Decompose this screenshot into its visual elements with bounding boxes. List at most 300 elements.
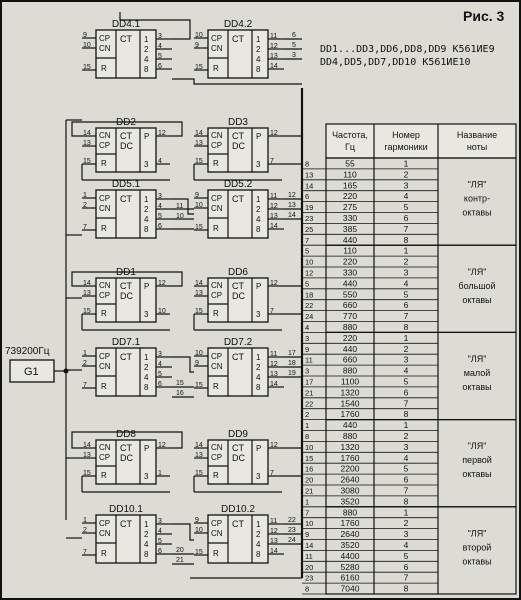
wire [172,357,194,372]
bus-pin-cell: 22 [305,399,314,409]
chip-pin-label: 10 [195,202,203,209]
chip-pin-label: 12 [270,528,278,535]
table-row [302,409,438,419]
generator-name: G1 [24,366,39,378]
bus-label: 13 [288,202,296,209]
chip-p: P [256,444,262,453]
chip-weight: 4 [144,373,149,382]
chip-pin-label: 9 [83,32,87,39]
freq-cell: 880 [342,322,358,332]
chip-r: R [101,159,107,168]
chip-pin-label: 14 [270,223,278,230]
harmonic-cell: 8 [403,409,409,420]
freq-cell: 660 [342,300,358,311]
wire [172,79,302,84]
chip-pin-label: 14 [83,280,91,287]
chip-r: R [101,309,107,318]
chip-pin-label: 3 [158,33,162,40]
table-row [302,213,438,223]
chip-pin3: 3 [256,160,261,169]
chip-pin-label: 12 [158,442,166,449]
chip-cn: CN [99,131,111,140]
chip-weight: 8 [256,383,261,392]
chip-title: DD5.1 [111,179,141,190]
chip-pin-label: 10 [195,350,203,357]
harmonic-cell: 5 [403,550,409,561]
chip-r: R [213,309,219,318]
harmonic-cell: 4 [403,278,409,289]
harmonic-cell: 7 [403,485,409,496]
chip-title: DD8 [115,429,137,440]
chip-pin3: 3 [144,472,149,481]
chip-pin-label: 4 [158,528,162,535]
chip-pin-label: 13 [270,213,278,220]
freq-cell: 220 [342,256,358,267]
dd10-2-chip [194,504,284,563]
harmonic-cell: 5 [403,289,409,300]
bus-pin-cell: 6 [305,192,310,202]
table-row [302,180,438,190]
chip-weight: 1 [144,195,149,204]
freq-cell: 5280 [340,561,360,572]
chip-pin-label: 13 [83,452,91,459]
chip-pin-label: 13 [195,452,203,459]
bus-pin-cell: 1 [305,497,310,507]
chip-pin-label: 14 [270,63,278,70]
table-header-cell: Номер [392,130,420,140]
bus-pin-cell: 10 [305,519,314,529]
bus-pin-cell: 14 [305,181,314,191]
note-name-cell: октавы [462,382,492,392]
chip-cp: CP [99,352,111,361]
dd5-2-chip [194,179,284,238]
chip-cp: CP [99,453,111,462]
bus-pin-cell: 12 [305,268,314,278]
chip-ct: CT [232,281,244,291]
chip-pin-label: 14 [270,548,278,555]
chip-pin-label: 11 [270,193,278,200]
harmonic-cell: 7 [403,223,409,234]
chip-weight: 1 [144,520,149,529]
bus-label: 22 [288,517,296,524]
chip-cp: CP [211,291,223,300]
bus-pin-cell: 11 [305,355,313,365]
chip-pin-label: 2 [83,202,87,209]
table-row [302,475,438,485]
bus-pin-cell: 8 [305,159,310,169]
chip-pin-label: 12 [270,280,278,287]
chip-pin-label: 1 [83,350,87,357]
chip-r: R [101,382,107,391]
chip-weight: 2 [144,530,149,539]
chip-weight: 4 [256,373,261,382]
table-row [302,431,438,441]
bus-label: 6 [292,32,296,39]
bus-label: 16 [176,390,184,397]
bus-pin-cell: 20 [305,562,314,572]
chip-title: DD4.2 [223,19,253,30]
bus-pin-cell: 20 [305,475,314,485]
dd9-chip [194,429,282,492]
dd1-chip [82,267,170,330]
bus-pin-cell: 5 [305,246,310,256]
bus-pin-cell: 25 [305,224,314,234]
dd7-2-chip [194,337,284,396]
freq-cell: 6160 [340,572,360,583]
table-row [302,398,438,408]
chip-pin-label: 13 [195,290,203,297]
table-row [302,169,438,179]
chip-ct: CT [232,131,244,141]
chip-weight: 4 [256,215,261,224]
harmonic-cell: 1 [403,158,409,169]
freq-cell: 110 [343,245,357,256]
chip-pin-label: 15 [83,308,91,315]
harmonic-cell: 2 [403,431,409,441]
note-name-cell: второй [462,542,492,553]
dd6-chip [194,267,282,330]
chip-cp: CP [99,519,111,528]
chip-dc: DC [120,291,133,301]
bus-pin-cell: 10 [305,442,314,452]
chip-title: DD5.2 [223,179,253,190]
note-name-cell: октавы [462,469,492,480]
chip-pin-label: 11 [270,518,278,525]
chip-pin-label: 5 [158,371,162,378]
chip-cn: CN [99,204,111,213]
chip-title: DD6 [227,267,249,278]
chip-pin-label: 5 [158,213,162,220]
chip-r: R [213,159,219,168]
harmonic-cell: 4 [403,452,409,463]
chip-ct: CT [232,519,244,529]
freq-cell: 440 [342,343,358,354]
chip-pin-label: 5 [158,53,162,60]
chip-weight: 4 [256,55,261,64]
table-header-cell: Гц [344,142,356,152]
harmonic-cell: 5 [403,463,409,474]
chip-dc: DC [120,141,133,151]
harmonic-cell: 8 [403,234,409,245]
chip-p: P [144,444,150,453]
harmonic-cell: 5 [403,376,409,387]
dd7-1-chip [82,337,172,396]
bus-pin-cell: 14 [305,541,314,550]
table-row [302,496,438,506]
chip-cn: CN [211,204,223,213]
chip-pin-label: 4 [158,43,162,50]
chip-pin-label: 4 [158,361,162,368]
chip-weight: 4 [144,215,149,224]
chip-pin-label: 10 [195,527,203,534]
chip-ct: CT [120,443,132,453]
chip-r: R [213,471,219,480]
chip-ct: CT [232,443,244,453]
chip-weight: 8 [256,550,261,559]
chip-pin-label: 15 [195,308,203,315]
chip-weight: 4 [256,540,261,549]
generator-freq: 739200Гц [5,346,50,357]
note-name-cell: первой [462,455,492,466]
freq-cell: 770 [342,311,358,322]
chip-cn: CN [211,131,223,140]
chip-title: DD10.2 [221,504,255,515]
chip-pin-label: 3 [158,351,162,358]
chip-p: P [144,132,150,141]
table-row [302,202,438,212]
bus-label: 24 [288,537,296,544]
chip-title: DD2 [115,117,137,128]
chip-pin-label: 13 [83,140,91,147]
chip-r: R [101,224,107,233]
freq-cell: 1760 [340,409,360,420]
bus-pin-cell: 22 [305,301,314,311]
chip-pin-label: 15 [83,158,91,165]
chip-r: R [213,382,219,391]
harmonic-cell: 6 [403,300,409,311]
chip-pin-label: 12 [270,43,278,50]
chip-cn: CN [211,281,223,290]
wire [172,524,194,540]
chip-cp: CP [99,291,111,300]
chip-pin-label: 14 [83,130,91,137]
table-row [302,257,438,267]
harmonic-cell: 3 [403,180,409,191]
freq-cell: 1100 [340,376,360,387]
chip-p: P [256,132,262,141]
bus-label: 14 [288,212,296,219]
table-row [302,529,438,539]
chip-ct: CT [232,352,244,362]
chip-cp: CP [211,519,223,528]
chip-weight: 1 [144,353,149,362]
harmonic-cell: 7 [403,572,409,583]
bus-label: 10 [176,213,184,220]
bus-label: 15 [176,380,184,387]
chip-ct: CT [120,34,132,44]
harmonic-cell: 4 [403,365,409,376]
bus-pin-cell: 4 [305,323,310,332]
bus-pin-cell: 24 [305,312,314,322]
table-header-cell: гармоники [384,142,428,152]
chip-r: R [213,549,219,558]
chip-dc: DC [232,141,245,151]
bus-label: 11 [176,203,184,210]
bus-pin-cell: 18 [305,290,314,300]
freq-cell: 220 [342,191,358,202]
note-name-cell: октавы [462,556,492,567]
freq-cell: 3520 [340,540,360,550]
chip-r: R [213,224,219,233]
freq-cell: 275 [342,202,358,213]
note-name-cell: октавы [462,294,492,305]
table-row [302,377,438,387]
chip-pin-label: 15 [83,64,91,71]
bus-label: 3 [292,52,296,59]
chip-pin-label: 9 [195,517,199,524]
chip-cn: CN [211,44,223,53]
freq-cell: 3520 [340,496,360,507]
table-row [302,420,438,430]
bus-pin-cell: 2 [305,410,310,420]
bus-label: 20 [176,547,184,554]
chip-pin-label: 6 [158,223,162,230]
harmonic-cell: 2 [403,343,409,354]
chip-pin-label: 6 [158,548,162,555]
freq-cell: 880 [342,365,358,376]
harmonic-cell: 7 [403,398,409,409]
table-row [302,278,438,288]
harmonic-cell: 3 [403,529,409,540]
table-row [302,464,438,474]
chip-pin-label: 10 [195,32,203,39]
chip-pin-label: 1 [158,470,162,477]
chip-pin-label: 12 [158,280,166,287]
chip-pin-label: 7 [270,470,274,477]
freq-cell: 440 [342,234,358,245]
freq-cell: 880 [342,431,358,441]
bus-pin-cell: 16 [305,464,314,474]
table-row [302,355,438,365]
chip-cn: CN [99,281,111,290]
bus-pin-cell: 11 [305,551,313,561]
chip-pin-label: 6 [158,63,162,70]
chip-pin-label: 14 [195,130,203,137]
chip-weight: 8 [144,225,149,234]
chip-pin-label: 14 [270,381,278,388]
chip-weight: 2 [144,363,149,372]
chip-cp: CP [99,34,111,43]
table-row [302,507,438,517]
chip-cn: CN [211,362,223,371]
chip-cn: CN [99,529,111,538]
chip-pin-label: 12 [158,130,166,137]
chip-pin-label: 3 [158,193,162,200]
chip-r: R [101,471,107,480]
chip-cp: CP [211,141,223,150]
chip-pin-label: 11 [270,33,278,40]
chip-title: DD3 [227,117,249,128]
chip-r: R [213,64,219,73]
freq-cell: 3080 [340,485,360,496]
note-name-cell: "ЛЯ" [467,354,487,364]
chip-pin-label: 12 [270,361,278,368]
table-row [302,224,438,234]
chip-cp: CP [99,141,111,150]
bus-pin-cell: 5 [305,279,310,289]
chip-weight: 2 [144,45,149,54]
harmonic-cell: 1 [403,332,409,343]
chip-weight: 8 [256,225,261,234]
chip-pin-label: 7 [83,549,87,556]
table-row [302,551,438,561]
table-row [302,442,438,452]
bus-label: 23 [288,527,296,534]
chip-pin-label: 12 [270,130,278,137]
bus-pin-cell: 9 [305,344,310,354]
chip-cn: CN [99,362,111,371]
chip-weight: 4 [144,540,149,549]
chip-cp: CP [211,34,223,43]
bus-label: 17 [288,350,296,357]
note-name-cell: контр- [463,193,491,204]
table-row [302,289,438,299]
chip-weight: 8 [144,65,149,74]
chip-pin-label: 11 [270,351,278,358]
bus-pin-cell: 8 [305,432,310,441]
bus-pin-cell: 19 [305,203,314,213]
chip-r: R [101,64,107,73]
harmonic-cell: 5 [403,202,409,213]
chip-pin-label: 13 [270,53,278,60]
chip-p: P [144,282,150,291]
dd2-chip [82,117,170,180]
freq-cell: 2640 [340,529,360,540]
chip-weight: 2 [256,45,261,54]
table-header-cell: ноты [466,142,488,152]
chip-pin-label: 14 [83,442,91,449]
chip-title: DD4.1 [111,19,141,30]
chip-p: P [256,282,262,291]
chip-cp: CP [211,453,223,462]
bus-pin-cell: 7 [305,235,310,245]
chip-pin-label: 15 [195,64,203,71]
dd8-chip [82,429,170,492]
table-row [302,562,438,572]
harmonic-cell: 2 [403,256,409,267]
chip-ct: CT [232,34,244,44]
table-row [302,268,438,278]
harmonic-cell: 2 [403,169,409,180]
chip-title: DD10.1 [109,504,143,515]
chip-pin-label: 12 [270,442,278,449]
bus-pin-cell: 3 [305,366,310,376]
bus-pin-cell: 3 [305,333,310,343]
chip-cp: CP [99,194,111,203]
note-name-cell: большой [458,280,496,291]
bus-pin-cell: 23 [305,573,314,583]
chip-weight: 8 [144,383,149,392]
chip-dc: DC [120,453,133,463]
chip-pin-label: 7 [270,308,274,315]
freq-cell: 1540 [340,398,360,409]
chip-pin-label: 7 [270,158,274,165]
bus-label: 12 [288,192,296,199]
freq-cell: 4400 [340,550,360,561]
figure-label: Рис. 3 [463,8,505,24]
harmonic-cell: 2 [403,518,409,529]
chip-pin-label: 2 [83,527,87,534]
dd10-1-chip [82,504,172,563]
table-row [302,159,438,169]
chip-ct: CT [120,131,132,141]
chip-pin3: 3 [256,472,261,481]
note-name-cell: малой [463,368,491,378]
table-row [302,518,438,528]
harmonic-cell: 4 [403,191,409,202]
chip-pin-label: 9 [195,360,199,367]
chip-pin-label: 6 [158,381,162,388]
freq-cell: 1760 [340,518,360,529]
freq-cell: 880 [342,507,358,518]
freq-cell: 330 [342,213,358,223]
chip-pin-label: 15 [195,549,203,556]
chip-cn: CN [99,443,111,452]
table-row [302,486,438,496]
chip-cn: CN [99,44,111,53]
chip-pin-label: 13 [270,371,278,378]
harmonic-cell: 7 [403,311,409,322]
